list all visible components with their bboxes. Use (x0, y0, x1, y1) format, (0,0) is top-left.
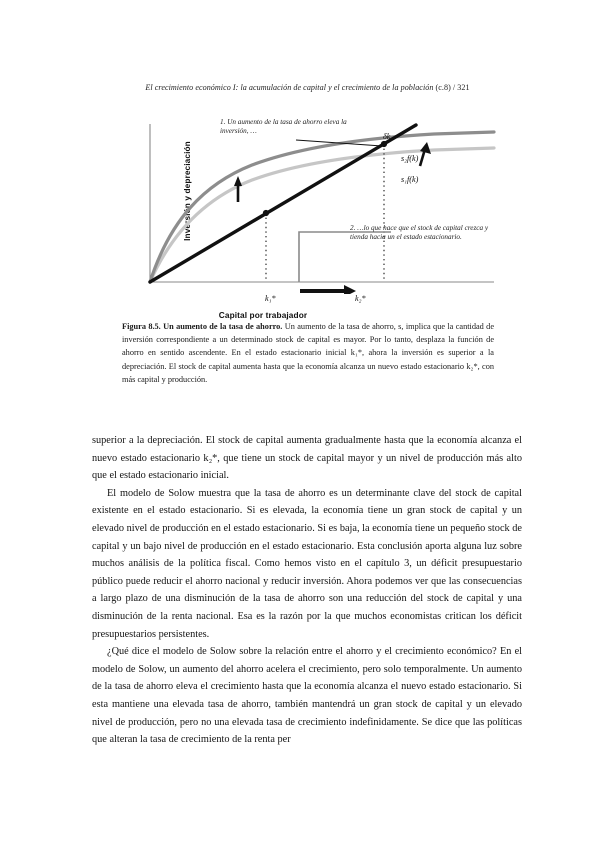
x-tick-k1: k₁* (265, 294, 276, 303)
running-head (0, 82, 615, 94)
saving-curve-high (150, 132, 494, 282)
steady-state-point-1 (263, 210, 269, 216)
shift-arrow-right (420, 142, 431, 166)
x-axis-label: Capital por trabajador (218, 310, 308, 320)
depreciation-line (150, 125, 419, 282)
figure-8-5 (120, 118, 500, 318)
figure-caption-body: Un aumento de la tasa de ahorro, s, implica que la cantidad de inversión correspondiente a un determinado stock de capital es mayor. Por lo tanto, desplaza la función de ahorro en sentido ascendente. En el estado estacionario inicial k₁*, ahora la inversión es superior a la depreciación. El stock de capital aumenta hasta que la economía alcanza un nuevo estado estacionario k₂*, con más capital y producción. (122, 322, 494, 384)
transition-arrow (300, 285, 356, 294)
running-head-page-number: (c.8) / 321 (435, 83, 470, 92)
figure-caption-number: Figura 8.5. (122, 322, 161, 331)
figure-caption-title: Un aumento de la tasa de ahorro. (163, 322, 283, 331)
figure-annotation-1: 1. Un aumento de la tasa de ahorro eleva la inversión, … (220, 118, 347, 136)
solow-diagram-plot (148, 122, 496, 292)
body-paragraph-1: superior a la depreciación. El stock de capital aumenta gradualmente hasta que la economía alcanza el nuevo estado estacionario k₂*, que tiene un stock de capital mayor y un nivel de producción más alto que el estado estacionario inicial. (92, 435, 522, 482)
body-paragraph-2: El modelo de Solow muestra que la tasa de ahorro es un determinante clave del stock de capital existente en el estado estacionario. Si es elevada, la economía tiene un gran stock de capital y un elevado nivel de producción en el estado estacionario. Si es baja, la economía tiene un pequeño stock de capital y un bajo nivel de producción en el estado estacionario. Esta conclusión aporta alguna luz sobre muchos análisis de la política fiscal. Como hemos visto en el capítulo 3, un déficit presupuestario público puede reducir el ahorro nacional y reducir inversión. Ahora podemos ver que las consecuencias a largo plazo de una disminución de la tasa de ahorro son una reducción del stock de capital y una disminución de la renta nacional. Esa es la razón por la que muchos economistas critican los déficit presupuestarios persistentes. (92, 487, 522, 640)
curve-label-saving-low: s₁f(k) (401, 175, 419, 184)
figure-caption (122, 320, 494, 386)
body-text (92, 432, 522, 749)
solow-diagram-svg (148, 122, 496, 294)
curve-label-depreciation: δk (383, 132, 391, 141)
body-paragraph-3: ¿Qué dice el modelo de Solow sobre la relación entre el ahorro y el crecimiento económico? En el modelo de Solow, un aumento del ahorro acelera el crecimiento, pero solo temporalmente. Un aumento de la tasa de ahorro eleva el crecimiento hasta que la economía alcanza el nuevo estado estacionario. Si esta mantiene una elevada tasa de ahorro, también mantendrá un gran stock de capital y un elevado nivel de producción, pero no una elevada tasa de crecimiento indefinidamente. Se dice que las políticas que alteran la tasa de crecimiento de la renta per (92, 646, 522, 746)
saving-curve-low (150, 148, 494, 282)
curve-label-saving-high: s₂f(k) (401, 154, 419, 163)
running-head-title: El crecimiento económico I: la acumulación de capital y el crecimiento de la población (145, 83, 434, 92)
figure-annotation-2: 2. …lo que hace que el stock de capital crezca y tienda hacia un el estado estacionario. (350, 224, 489, 242)
y-axis-label: Inversión y depreciación (182, 141, 192, 241)
x-tick-k2: k₂* (355, 294, 366, 303)
